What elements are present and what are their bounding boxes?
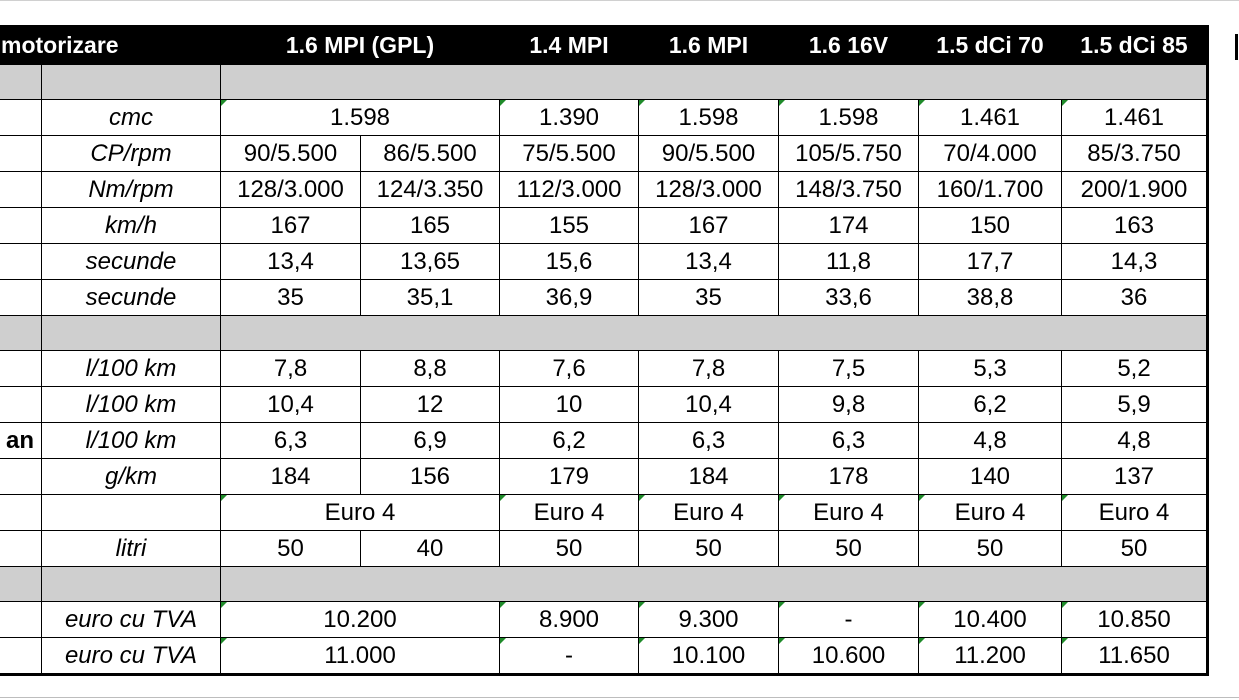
value-cell: 10 bbox=[500, 387, 639, 423]
row-label bbox=[0, 638, 42, 675]
section-row bbox=[0, 316, 1208, 351]
header-engine: 1.5 dCi 70 bbox=[919, 26, 1062, 65]
table-row bbox=[0, 531, 1208, 567]
value-cell: 4,8 bbox=[919, 423, 1062, 459]
value-cell: - bbox=[779, 602, 919, 638]
value-cell: 7,8 bbox=[639, 351, 779, 387]
value-cell: 11.200 bbox=[919, 638, 1062, 675]
value-cell: 160/1.700 bbox=[919, 172, 1062, 208]
section-unit-cell bbox=[42, 567, 221, 602]
value-cell: 156 bbox=[361, 459, 500, 495]
section-row bbox=[0, 65, 1208, 100]
row-label bbox=[0, 459, 42, 495]
value-cell: 174 bbox=[779, 208, 919, 244]
row-unit: secunde bbox=[42, 280, 221, 316]
table-row bbox=[0, 423, 1208, 459]
value-cell: 10.400 bbox=[919, 602, 1062, 638]
value-cell: 36,9 bbox=[500, 280, 639, 316]
value-cell: 9,8 bbox=[779, 387, 919, 423]
value-cell: 10.200 bbox=[221, 602, 500, 638]
value-cell: 6,3 bbox=[639, 423, 779, 459]
value-cell: 184 bbox=[639, 459, 779, 495]
bottom-rule bbox=[0, 697, 1239, 698]
value-cell: 5,2 bbox=[1062, 351, 1208, 387]
value-cell: 7,5 bbox=[779, 351, 919, 387]
value-cell: Euro 4 bbox=[221, 495, 500, 531]
value-cell: 38,8 bbox=[919, 280, 1062, 316]
row-unit: l/100 km bbox=[42, 423, 221, 459]
value-cell: 75/5.500 bbox=[500, 136, 639, 172]
spec-table bbox=[0, 25, 1209, 676]
value-cell: 35,1 bbox=[361, 280, 500, 316]
value-cell: 8.900 bbox=[500, 602, 639, 638]
row-label bbox=[0, 208, 42, 244]
row-unit bbox=[42, 495, 221, 531]
value-cell: 112/3.000 bbox=[500, 172, 639, 208]
value-cell: 13,65 bbox=[361, 244, 500, 280]
value-cell: Euro 4 bbox=[919, 495, 1062, 531]
value-cell: 6,2 bbox=[500, 423, 639, 459]
value-cell: 148/3.750 bbox=[779, 172, 919, 208]
value-cell: 90/5.500 bbox=[639, 136, 779, 172]
row-label bbox=[0, 172, 42, 208]
row-label bbox=[0, 531, 42, 567]
value-cell: 13,4 bbox=[639, 244, 779, 280]
header-engine: 1.6 16V bbox=[779, 26, 919, 65]
value-cell: 10.100 bbox=[639, 638, 779, 675]
value-cell: 85/3.750 bbox=[1062, 136, 1208, 172]
section-row bbox=[0, 567, 1208, 602]
table-row bbox=[0, 387, 1208, 423]
value-cell: 178 bbox=[779, 459, 919, 495]
table-row bbox=[0, 351, 1208, 387]
row-unit: cmc bbox=[42, 100, 221, 136]
section-fill bbox=[221, 65, 1208, 100]
table-row bbox=[0, 208, 1208, 244]
value-cell: 50 bbox=[221, 531, 361, 567]
value-cell: 6,9 bbox=[361, 423, 500, 459]
section-fill bbox=[221, 316, 1208, 351]
header-engine: 1.5 dCi 85 bbox=[1062, 26, 1208, 65]
value-cell: 7,6 bbox=[500, 351, 639, 387]
value-cell: 1.598 bbox=[221, 100, 500, 136]
table-row bbox=[0, 602, 1208, 638]
value-cell: Euro 4 bbox=[639, 495, 779, 531]
value-cell: 10.850 bbox=[1062, 602, 1208, 638]
row-label bbox=[0, 387, 42, 423]
value-cell: 155 bbox=[500, 208, 639, 244]
value-cell: 11.000 bbox=[221, 638, 500, 675]
value-cell: 1.598 bbox=[779, 100, 919, 136]
value-cell: 200/1.900 bbox=[1062, 172, 1208, 208]
value-cell: 1.461 bbox=[919, 100, 1062, 136]
header-engine: 1.6 MPI (GPL) bbox=[221, 26, 500, 65]
table-row bbox=[0, 100, 1208, 136]
value-cell: 13,4 bbox=[221, 244, 361, 280]
row-label bbox=[0, 280, 42, 316]
value-cell: 167 bbox=[639, 208, 779, 244]
top-rule bbox=[0, 0, 1239, 1]
row-label bbox=[0, 495, 42, 531]
table-row bbox=[0, 638, 1208, 675]
header-engine: 1.4 MPI bbox=[500, 26, 639, 65]
header-engine: 1.6 MPI bbox=[639, 26, 779, 65]
section-fill bbox=[221, 567, 1208, 602]
row-label bbox=[0, 602, 42, 638]
table-row bbox=[0, 172, 1208, 208]
value-cell: 6,3 bbox=[779, 423, 919, 459]
value-cell: 6,2 bbox=[919, 387, 1062, 423]
value-cell: 17,7 bbox=[919, 244, 1062, 280]
value-cell: 4,8 bbox=[1062, 423, 1208, 459]
value-cell: 90/5.500 bbox=[221, 136, 361, 172]
value-cell: 1.390 bbox=[500, 100, 639, 136]
section-label-cell bbox=[0, 316, 42, 351]
value-cell: 50 bbox=[1062, 531, 1208, 567]
value-cell: 179 bbox=[500, 459, 639, 495]
spec-table-body bbox=[0, 26, 1208, 675]
value-cell: 12 bbox=[361, 387, 500, 423]
value-cell: 124/3.350 bbox=[361, 172, 500, 208]
section-label-cell bbox=[0, 65, 42, 100]
value-cell: 1.461 bbox=[1062, 100, 1208, 136]
value-cell: 184 bbox=[221, 459, 361, 495]
table-row bbox=[0, 244, 1208, 280]
row-unit: litri bbox=[42, 531, 221, 567]
row-unit: euro cu TVA bbox=[42, 602, 221, 638]
header-row bbox=[0, 26, 1208, 65]
table-row bbox=[0, 495, 1208, 531]
row-label bbox=[0, 244, 42, 280]
value-cell: Euro 4 bbox=[1062, 495, 1208, 531]
table-row bbox=[0, 136, 1208, 172]
value-cell: 8,8 bbox=[361, 351, 500, 387]
value-cell: 163 bbox=[1062, 208, 1208, 244]
value-cell: 105/5.750 bbox=[779, 136, 919, 172]
value-cell: 50 bbox=[779, 531, 919, 567]
value-cell: 165 bbox=[361, 208, 500, 244]
value-cell: 9.300 bbox=[639, 602, 779, 638]
row-label: an bbox=[0, 423, 42, 459]
value-cell: - bbox=[500, 638, 639, 675]
value-cell: 140 bbox=[919, 459, 1062, 495]
value-cell: Euro 4 bbox=[500, 495, 639, 531]
row-unit: euro cu TVA bbox=[42, 638, 221, 675]
value-cell: 150 bbox=[919, 208, 1062, 244]
row-unit: l/100 km bbox=[42, 387, 221, 423]
value-cell: 36 bbox=[1062, 280, 1208, 316]
value-cell: 14,3 bbox=[1062, 244, 1208, 280]
row-label bbox=[0, 351, 42, 387]
value-cell: 1.598 bbox=[639, 100, 779, 136]
value-cell: 128/3.000 bbox=[221, 172, 361, 208]
row-label bbox=[0, 100, 42, 136]
value-cell: 11,8 bbox=[779, 244, 919, 280]
value-cell: 137 bbox=[1062, 459, 1208, 495]
value-cell: 6,3 bbox=[221, 423, 361, 459]
value-cell: 50 bbox=[919, 531, 1062, 567]
row-unit: g/km bbox=[42, 459, 221, 495]
value-cell: 33,6 bbox=[779, 280, 919, 316]
header-label: motorizare bbox=[0, 26, 221, 65]
table-row bbox=[0, 280, 1208, 316]
value-cell: 5,3 bbox=[919, 351, 1062, 387]
value-cell: 40 bbox=[361, 531, 500, 567]
value-cell: 10.600 bbox=[779, 638, 919, 675]
row-unit: km/h bbox=[42, 208, 221, 244]
value-cell: 50 bbox=[639, 531, 779, 567]
value-cell: 35 bbox=[221, 280, 361, 316]
value-cell: 11.650 bbox=[1062, 638, 1208, 675]
value-cell: 128/3.000 bbox=[639, 172, 779, 208]
value-cell: 10,4 bbox=[639, 387, 779, 423]
row-label bbox=[0, 136, 42, 172]
row-unit: l/100 km bbox=[42, 351, 221, 387]
value-cell: 86/5.500 bbox=[361, 136, 500, 172]
value-cell: 5,9 bbox=[1062, 387, 1208, 423]
row-unit: secunde bbox=[42, 244, 221, 280]
value-cell: 10,4 bbox=[221, 387, 361, 423]
section-unit-cell bbox=[42, 316, 221, 351]
value-cell: Euro 4 bbox=[779, 495, 919, 531]
table-row bbox=[0, 459, 1208, 495]
value-cell: 70/4.000 bbox=[919, 136, 1062, 172]
row-unit: CP/rpm bbox=[42, 136, 221, 172]
value-cell: 167 bbox=[221, 208, 361, 244]
value-cell: 50 bbox=[500, 531, 639, 567]
value-cell: 35 bbox=[639, 280, 779, 316]
value-cell: 15,6 bbox=[500, 244, 639, 280]
row-unit: Nm/rpm bbox=[42, 172, 221, 208]
section-label-cell bbox=[0, 567, 42, 602]
section-unit-cell bbox=[42, 65, 221, 100]
edge-mark bbox=[1235, 34, 1238, 60]
value-cell: 7,8 bbox=[221, 351, 361, 387]
